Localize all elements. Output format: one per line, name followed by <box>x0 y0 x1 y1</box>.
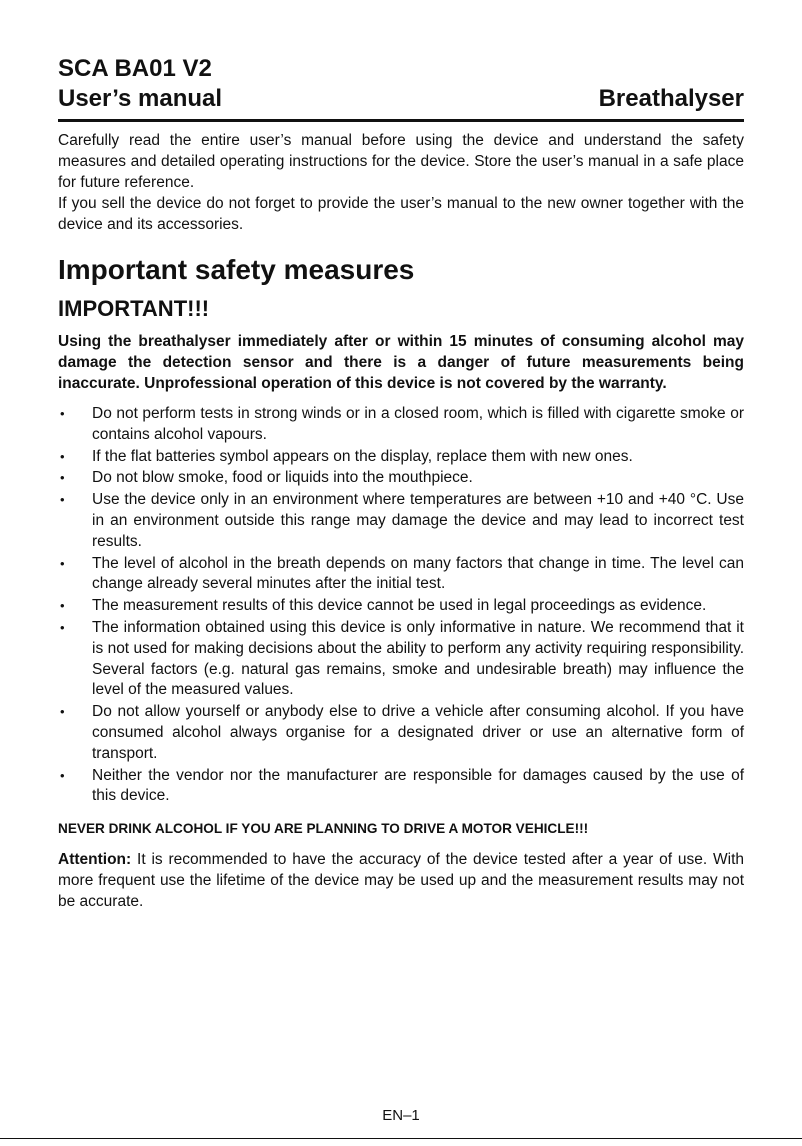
important-paragraph: Using the breathalyser immediately after or within 15 minutes of consuming alcohol may damage the detection sensor and there is a danger of future measurements being inaccurate. Unprofessional operation of this device is not covered by the warranty. <box>58 333 744 392</box>
manual-subheader <box>58 84 744 122</box>
safety-heading: Important safety measures <box>58 254 415 285</box>
attention-paragraph <box>58 849 744 912</box>
manual-page <box>58 54 744 912</box>
attention-text: It is recommended to have the accuracy of the device tested after a year of use. With more frequent use the lifetime of the device may be used up and the measurement results may not be accurate. <box>58 851 744 911</box>
list-item: • The information obtained using this device is only informative in nature. We recommend that it is not used for making decisions about the ability to perform any activity requiring responsibility. Several factors (e.g. natural gas remains, smoke and undesirable breath) may influence the level of the measured values. <box>58 618 744 701</box>
list-item: • The level of alcohol in the breath depends on many factors that change in time. The level can change already several minutes after the initial test. <box>58 554 744 596</box>
list-item: • If the flat batteries symbol appears on the display, replace them with new ones. <box>58 447 744 468</box>
intro-paragraph: Carefully read the entire user’s manual before using the device and understand the safety measures and detailed operating instructions for the device. Store the user’s manual in a safe place for future reference. <box>58 132 744 191</box>
product-name: Breathalyser <box>598 85 744 112</box>
safety-list <box>58 404 744 807</box>
list-item: • Do not blow smoke, food or liquids into the mouthpiece. <box>58 468 744 489</box>
list-item: • Neither the vendor nor the manufacturer are responsible for damages caused by the use of this device. <box>58 766 744 808</box>
intro-paragraph: If you sell the device do not forget to provide the user’s manual to the new owner together with the device and its accessories. <box>58 195 744 233</box>
bottom-divider <box>0 1138 802 1139</box>
intro-section <box>58 130 744 235</box>
list-item: • Do not perform tests in strong winds or in a closed room, which is filled with cigarette smoke or contains alcohol vapours. <box>58 404 744 446</box>
list-item: • Use the device only in an environment where temperatures are between +10 and +40 °C. Use in an environment outside this range may damage the device and may lead to incorrect test results. <box>58 490 744 552</box>
drink-drive-warning: NEVER DRINK ALCOHOL IF YOU ARE PLANNING TO DRIVE A MOTOR VEHICLE!!! <box>58 821 589 837</box>
page-number: EN–1 <box>382 1107 420 1124</box>
list-item: • The measurement results of this device cannot be used in legal proceedings as evidence. <box>58 596 744 617</box>
attention-label: Attention: <box>58 851 132 869</box>
manual-label: User’s manual <box>58 85 223 112</box>
list-item: • Do not allow yourself or anybody else to drive a vehicle after consuming alcohol. If you have consumed alcohol always organise for a designated driver or use an alternative form of transport. <box>58 702 744 764</box>
important-heading: IMPORTANT!!! <box>58 296 210 321</box>
model-title: SCA BA01 V2 <box>58 55 212 82</box>
